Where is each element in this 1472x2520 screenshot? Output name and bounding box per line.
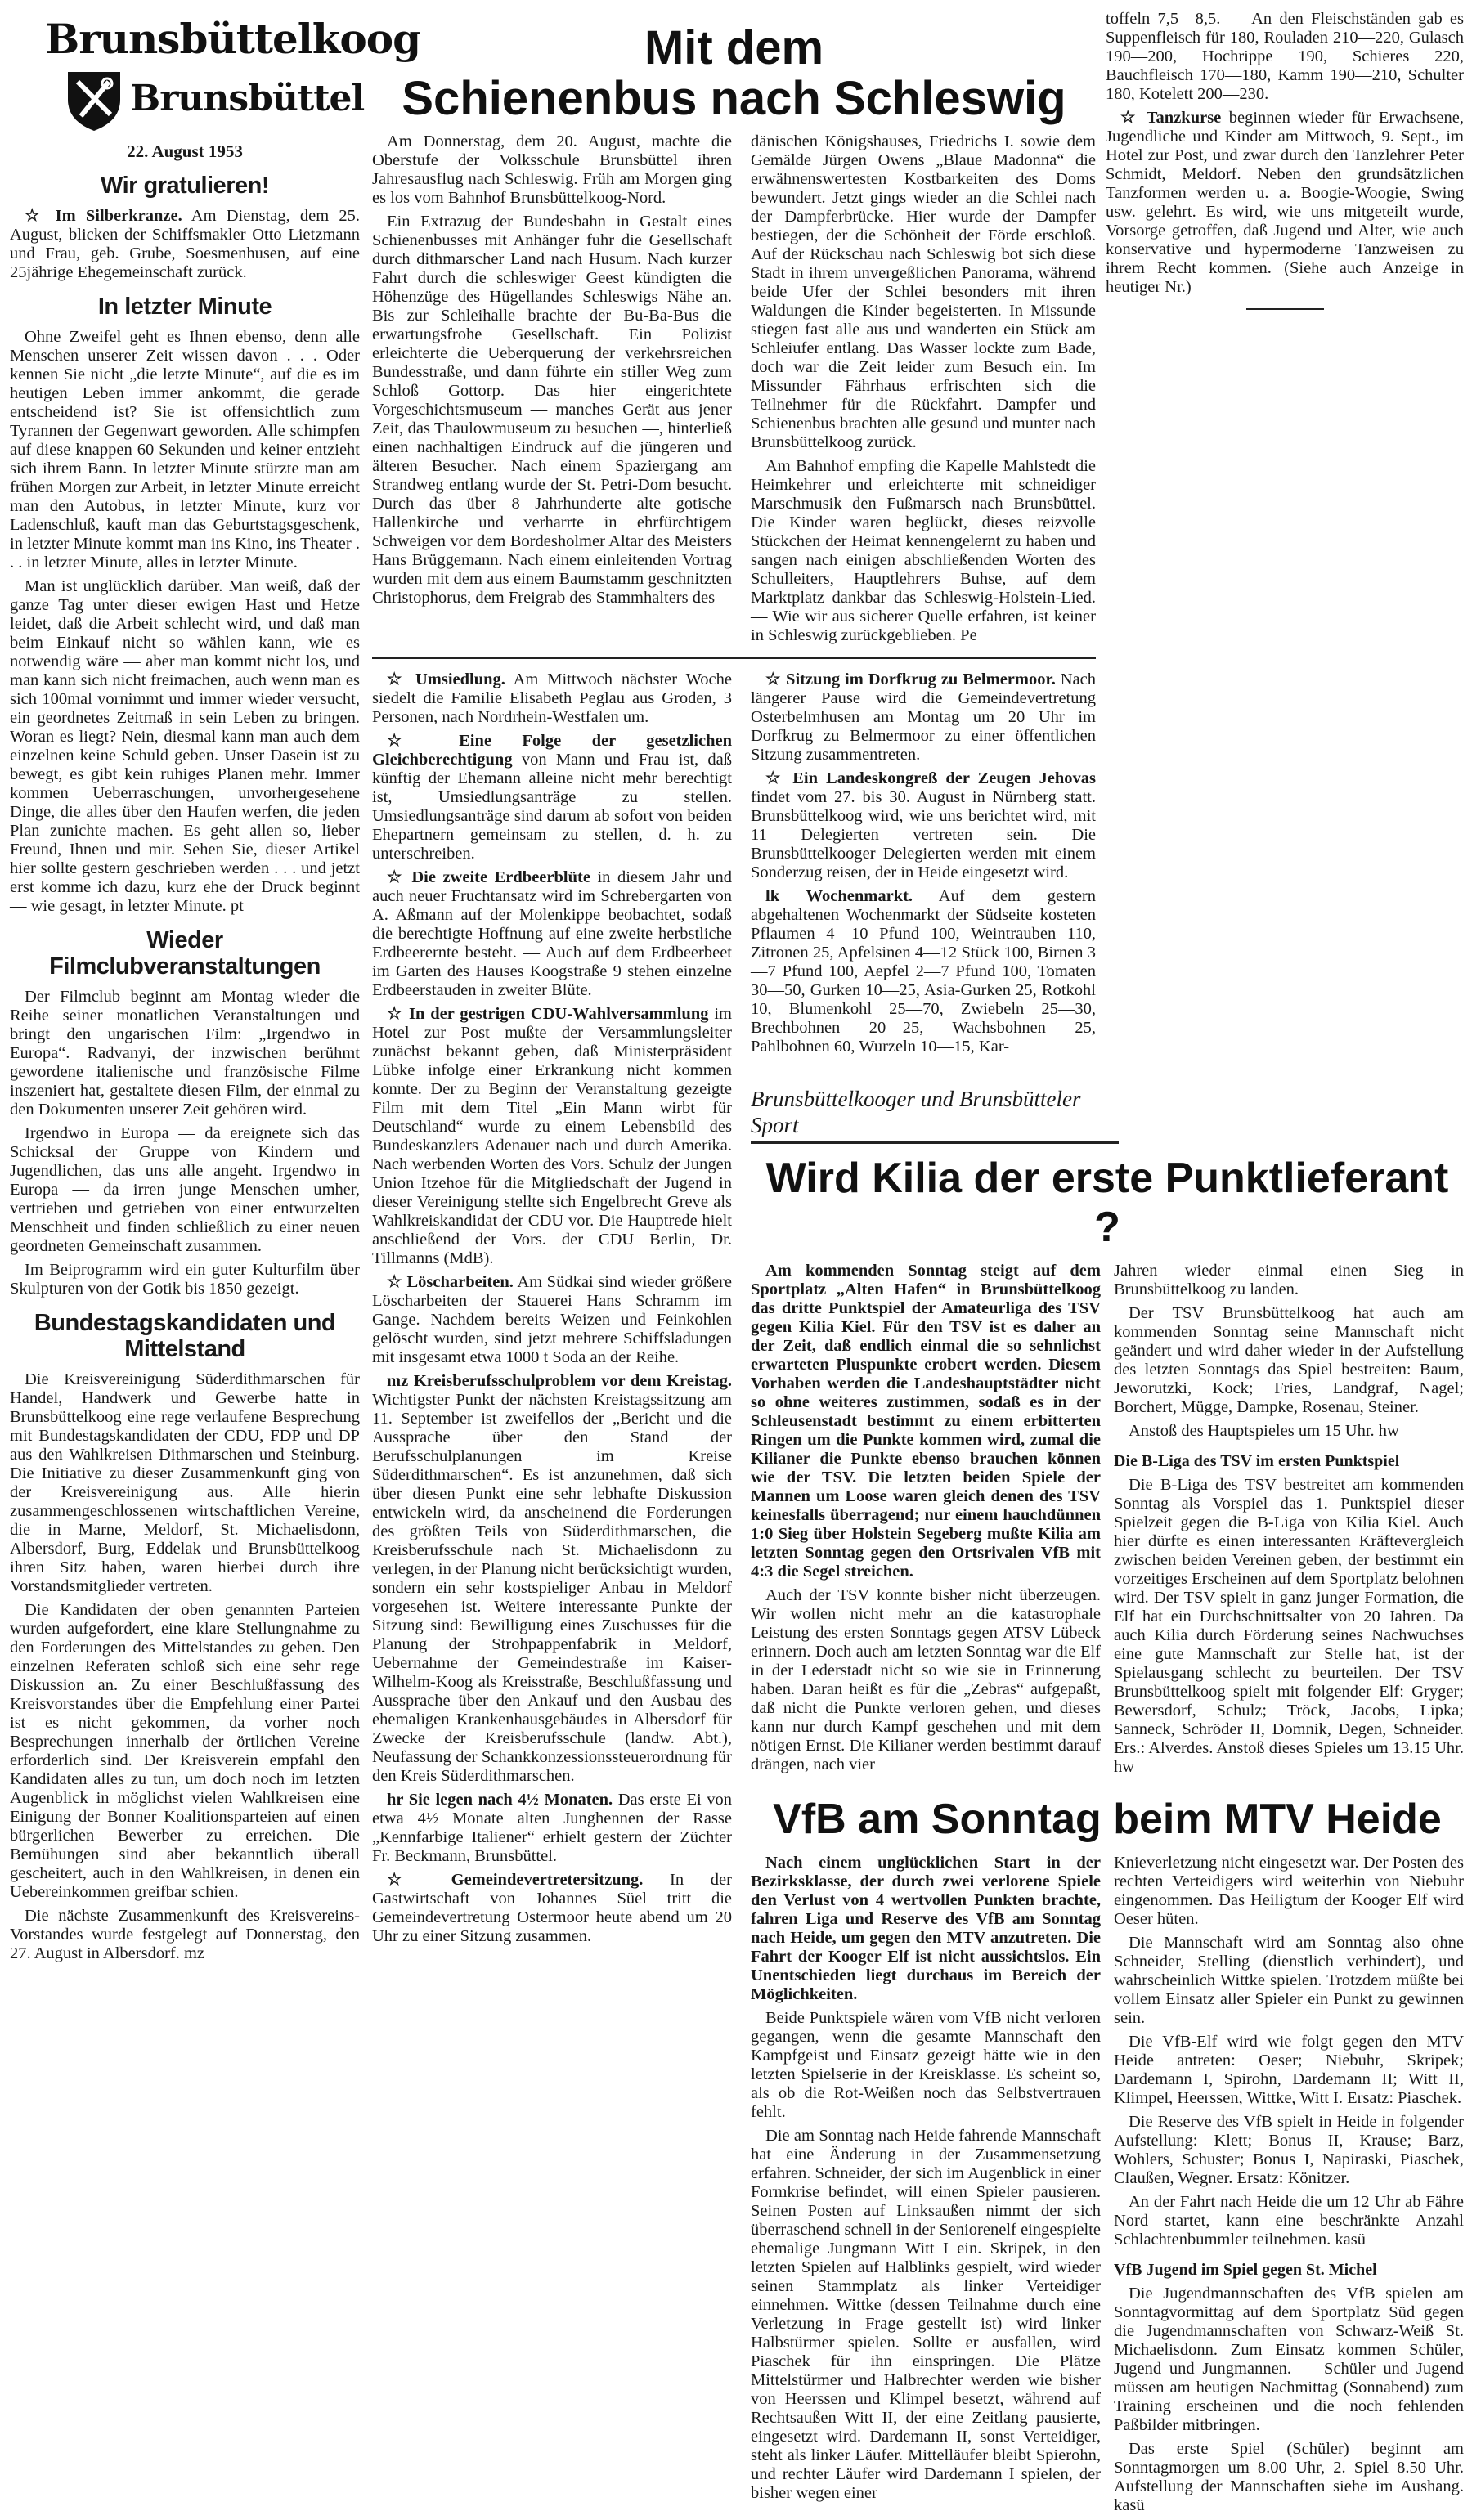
paragraph <box>10 328 360 572</box>
paragraph-text: Am Donnerstag, dem 20. August, machte die Oberstufe der Volksschule Brunsbüttel ihren Jahresausflug nach Schleswig. Früh am Morgen ging es los vom Bahnhof Brunsbüttelkoog-Nord. <box>372 132 732 207</box>
paragraph <box>1114 1854 1464 1929</box>
issue-date: 22. August 1953 <box>127 141 243 161</box>
paragraph-text: Der TSV Brunsbüttelkoog hat auch am kommenden Sonntag seine Mannschaft nicht geändert und wird daher wieder in der Aufstellung des letzten Sonntags das Spiel bestreiten: Baum, Jeworutzki, Kock; Fries, Landgraf, Nagel; Borchert, Mügge, Dampke, Rosenau, Steiner. <box>1114 1304 1464 1416</box>
coat-of-arms-icon <box>61 67 127 132</box>
paragraph-lead: ☆ Umsiedlung. <box>387 670 505 688</box>
paragraph <box>751 670 1096 765</box>
section-heading: VfB Jugend im Spiel gegen St. Michel <box>1114 2261 1377 2279</box>
paragraph-text: von Mann und Frau ist, daß künftig der Ehemann alleine nicht mehr berechtigt ist, Umsiedlungsanträge zu stellen. Umsiedlungsanträge sind darum ab sofort von beiden Ehepartnern gemeinsam zu stellen, d. h. zu unterschreiben. <box>372 751 732 863</box>
paragraph <box>751 1262 1101 1581</box>
paragraph <box>751 457 1096 645</box>
paragraph-lead: ☆ Die zweite Erdbeerblüte <box>387 868 590 886</box>
paragraph-text: Beide Punktspiele wären vom VfB nicht verloren gegangen, wenn die gesamte Mannschaft den Kampfgeist und Einsatz gezeigt hätte wie in den letzten Spielserie in der Kreisklasse. Es scheint so, als ob die Rot-Weißen noch das Selbstvertrauen fehlt. <box>751 2009 1101 2121</box>
local-news-left <box>372 670 732 1951</box>
paragraph-text: Die B-Liga des TSV bestreitet am kommenden Sonntag als Vorspiel das 1. Punktspiel dieser Spielzeit gegen die B-Liga von Kilia Kiel. Auch hier dürfte es einen interessanten Kräftevergleich zwischen beiden Vereinen geben, der bestimmt ein vorzeitiges Erscheinen auf dem Sportplatz belohnen wird. Der TSV spielt in ganz junger Formation, die Elf hat ein Durchschnittsalter von 20 Jahren. Da auch Kilia durch Förderung seines Nachwuchses eine gute Mannschaft zur Stelle hat, ist der Spielausgang schlecht zu beurteilen. Der TSV Brunsbüttelkoog spielt mit folgender Elf: Gryger; Bewersdorf, Schulz; Tröck, Jacobs, Lipka; Sanneck, Schröder II, Domnik, Degen, Schneider. Ers.: Alverdes. Anstoß dieses Spieles um 13.15 Uhr. hw <box>1114 1476 1464 1776</box>
paragraph-text: Ohne Zweifel geht es Ihnen ebenso, denn alle Menschen unserer Zeit wissen davon . . . Oder kennen Sie nicht „die letzte Minute“, auf die es im heutigen Leben immer ankommt, die gerade entscheidend ist? Sie ist offensichtlich zum Tyrannen der Gegenwart geworden. Alle schimpfen auf diese knappen 60 Sekunden und keiner entzieht sich ihrem Bann. In letzter Minute stürzte man am frühen Morgen zur Arbeit, in letzter Minute erreicht man den Autobus, in letzter Minute, kurz vor Ladenschluß, kauft man das Geburtstagsgeschenk, in letzter Minute kommt man ins Kino, ins Theater . . . in letzter Minute, alles in letzter Minute. <box>10 328 360 572</box>
paragraph-text: Irgendwo in Europa — da ereignete sich das Schicksal der Gruppe von Kindern und Jugendlichen, das uns alle angeht. Irgendwo in Europa — da irren junge Menschen umher, vertrieben und getrieben von einer entwurzelten Menschheit und finden schließlich zu einer neuen geordneten Gemeinschaft zusammen. <box>10 1124 360 1255</box>
paragraph <box>372 132 732 208</box>
paragraph-text: Am Dienstag, dem 25. August, blicken der Schiffsmakler Otto Lietzmann und Frau, geb. Grube, Soesmenhusen, auf eine 25jährige Ehegemeinschaft zurück. <box>10 207 360 281</box>
paragraph-text: Am Mittwoch nächster Woche siedelt die Familie Elisabeth Peglau aus Groden, 3 Personen, nach Nordrhein-Westfalen um. <box>372 670 733 726</box>
paragraph <box>751 1854 1101 2004</box>
paragraph <box>1106 10 1464 104</box>
paragraph-lead: ☆ In der gestrigen CDU-Wahlversammlung <box>387 1005 709 1023</box>
schleswig-article <box>372 23 1096 670</box>
paragraph <box>1114 1262 1464 1299</box>
local-news-right <box>751 670 1096 1056</box>
paragraph-text: toffeln 7,5—8,5. — An den Fleischständen gab es Suppenfleisch für 180, Rouladen 210—220, Gulasch 190—200, Hochrippe 190, Schieres 220, Bauchfleisch 170—180, Kamm 190—210, Schulter 180, Kotelett 200—230. <box>1106 10 1464 103</box>
paragraph <box>1114 2033 1464 2108</box>
paragraph <box>1114 1304 1464 1417</box>
schleswig-column-right <box>751 132 1096 650</box>
divider <box>372 657 1096 659</box>
paragraph-text: Am Bahnhof empfing die Kapelle Mahlstedt die Heimkehrer und erleichterte mit schneidiger Marschmusik den Fußmarsch nach Brunsbüttel. Die Kinder waren beglückt, dieses reizvolle Stückchen der Heimat kennengelernt zu haben und sangen nach einigen abschließenden Worten des Schulleiters, Hauptlehrers Buhse, auf dem Marktplatz dankbar das Schleswig-Holstein-Lied. — Wie wir aus sicherer Quelle erfahren, ist keiner in Schleswig zurückgeblieben. Pe <box>751 457 1096 644</box>
right-area <box>372 10 1464 2520</box>
paragraph <box>1114 1422 1464 1441</box>
section-heading: Wieder Filmclubveranstaltungen <box>49 927 321 980</box>
paragraph <box>10 1601 360 1902</box>
paragraph-text: Am Südkai sind wieder größere Löscharbeiten der Stauerei Hans Schramm im Gange. Nachdem bereits Weizen und Feinkohlen gelöscht wurden, sind jetzt mehrere Schiffsladungen mit insgesamt etwa 1000 t Soda an der Reihe. <box>372 1273 732 1366</box>
paragraph <box>10 1907 360 1963</box>
paragraph-text: Anstoß des Hauptspieles um 15 Uhr. hw <box>1129 1422 1399 1440</box>
paragraph <box>10 988 360 1119</box>
paragraph-text: Die Kandidaten der oben genannten Parteien wurden aufgefordert, eine klare Stellungnahme zu den Forderungen des Mittelstandes zu geben. Den einzelnen Referaten schloß sich eine sehr rege Diskussion an. Zu einer Beschlußfassung des Kreisvorstandes über die Empfehlung einer Partei ist es nicht gekommen, da vorher noch Besprechungen innerhalb der örtlichen Vereine erforderlich sind. Der Kreisverein empfahl den Kandidaten alles zu tun, um doch noch im letzten Augenblick in möglichst vielen Wahlkreisen eine Einigung der Bonner Koalitionsparteien auf einen bürgerlichen Bewerber zu erreichen. Die Bemühungen sind aber bekanntlich überall gescheitert, auch in den Wahlkreisen, in denen ein Uebereinkommen greifbar schien. <box>10 1601 360 1901</box>
paragraph <box>751 887 1096 1056</box>
paragraph-text: Man ist unglücklich darüber. Man weiß, daß der ganze Tag unter dieser ewigen Hast und Hetze leidet, daß die Arbeit schlecht wird, und daß man beim Einkauf nicht so wählen kann, wie es notwendig wäre — aber man kommt nicht los, und man kann sich nicht freimachen, auch wenn man es sich 100mal vornimmt und immer wieder versucht, ein geordnetes Zeitmaß in sein Leben zu bringen. Woran es liegt? Nein, diesmal kann man auch dem einzelnen keine Schuld geben. Unser Dasein ist zu bewegt, es gibt kein ruhiges Planen mehr. Immer kommen Ueberraschungen, unvorhergesehene Dinge, die alles über den Haufen werfen, die jeden Plan zunichte machen. Es geht allen so, lieber Freund, Ihnen und mir. Sehen Sie, dieser Artikel hier sollte gestern geschrieben werden . . . und jetzt erst komme ich dazu, kurz ehe der Druck beginnt — wie gesagt, in letzter Minute. pt <box>10 577 360 915</box>
paragraph-text: Nach einem unglücklichen Start in der Bezirksklasse, der durch zwei verlorene Spiele den Verlust von 4 wertvollen Punkten brachte, fahren Liga und Reserve des VfB am Sonntag nach Heide, um gegen den MTV anzutreten. Die Fahrt der Kooger Elf ist nicht aussichtslos. Ein Unentschieden liegt durchaus im Bereich der Möglichkeiten. <box>751 1854 1101 2003</box>
sport-section-title: Brunsbüttelkooger und Brunsbütteler Sport <box>751 1086 1119 1144</box>
paragraph <box>751 2127 1101 2503</box>
section-heading: Wir gratulieren! <box>100 173 270 199</box>
paragraph-text: Am kommenden Sonntag steigt auf dem Sportplatz „Alten Hafen“ in Brunsbüttelkoog das dritte Punktspiel der Amateurliga des TSV gegen Kilia Kiel. Für den TSV ist es daher an der Zeit, daß endlich einmal die so sehnlichst erwarteten Pluspunkte erobert werden. Diesem Vorhaben werden die Landeshauptstädter nicht so ohne weiteres zustimmen, sodaß es in der Schleusenstadt bestimmt zu einem erbitterten Ringen um die Punkte kommen wird, zumal die Kilianer die Punkte ebenso brauchen können wie der TSV. Die letzten beiden Spiele der Mannen um Loose waren gleich denen des TSV keinesfalls überragend; nur einem hauchdünnen 1:0 Sieg über Holstein Segeberg mußte Kilia am letzten Sonntag gegen den Ortsrivalen VfB mit 4:3 die Segel streichen. <box>751 1262 1101 1581</box>
paragraph <box>372 1372 732 1786</box>
paragraph-text: Knieverletzung nicht eingesetzt war. Der Posten des rechten Verteidigers wird weiterhin von Niebuhr eingenommen. Das Heiligtum der Kooger Elf wird Oeser hüten. <box>1114 1854 1464 1928</box>
paragraph <box>1114 2193 1464 2249</box>
paragraph-text: In der Gastwirtschaft von Johannes Süel tritt die Gemeindevertretung Ostermoor heute abend um 20 Uhr zu einer Sitzung zusammen. <box>372 1871 732 1945</box>
kilia-column-right <box>1114 1262 1464 1782</box>
paragraph-lead: lk Wochenmarkt. <box>765 887 913 905</box>
kilia-headline: Wird Kilia der erste Punktlieferant ? <box>765 1155 1449 1251</box>
paragraph-text: Der Filmclub beginnt am Montag wieder die Reihe seiner monatlichen Veranstaltungen und bringt den ungarischen Film: „Irgendwo in Europa“. Radvanyi, der inzwischen berühmt gewordene italienische und französische Filme inszeniert hat, gestaltete diesen Film, der einmal zu den Dokumenten unserer Zeit gehören wird. <box>10 988 360 1119</box>
column-4-top <box>1106 10 1464 310</box>
paragraph-lead: hr Sie legen nach 4½ Monaten. <box>387 1791 613 1809</box>
divider <box>1246 308 1324 310</box>
paragraph-text: in diesem Jahr und auch neuer Fruchtansatz wird im Schrebergarten von A. Aßmann auf der Molenkippe beobachtet, sodaß die berechtigte Hoffnung auf eine zweite herbstliche Erdbeerernte besteht. — Auch auf dem Erdbeerbeet im Garten des Hauses Koogstraße 9 stehen einzelne Erdbeerstauden in zweiter Blüte. <box>372 868 732 999</box>
paragraph-text: Die Kreisvereinigung Süderdithmarschen für Handel, Handwerk und Gewerbe hatte in Brunsbüttelkoog eine rege verlaufene Besprechung mit Bundestagskandidaten der CDU, FDP und DP aus den Wahlkreisen Dithmarschen und Steinburg. Die Initiative zu dieser Zusammenkunft ging von der Kreisvereinigung aus. Alle hierin zusammengeschlossenen wirtschaftlichen Vereine, die in Marne, Meldorf, St. Michaelisdonn, Albersdorf, Burg, Eddelak und Brunsbüttelkoog ihren Sitz haben, waren hierbei durch ihre Vorstandsmitglieder vertreten. <box>10 1370 360 1595</box>
headline-line-1: Mit dem <box>644 21 824 74</box>
paragraph-text: Das erste Spiel (Schüler) beginnt am Sonntagmorgen um 8.00 Uhr, 2. Spiel 8.50 Uhr. Aufstellung der Mannschaften siehe im Aushang. kasü <box>1114 2440 1464 2514</box>
paragraph-text: Auf dem gestern abgehaltenen Wochenmarkt der Südseite kosteten Pflaumen 4—10 Pfund 100, Weintrauben 110, Zitronen 25, Apfelsinen 4—12 Stück 100, Birnen 3—7 Pfund 100, Aepfel 2—7 Pfund 100, Tomaten 30—50, Gurken 10—25, Asia-Gurken 25, Rotkohl 10, Blumenkohl 25—70, Zwiebeln 25—30, Brechbohnen 20—25, Wachsbohnen 25, Pahlbohnen 60, Wurzeln 10—15, Kar- <box>751 887 1096 1056</box>
paragraph <box>372 213 732 608</box>
paragraph <box>372 1871 732 1946</box>
paragraph <box>751 132 1096 452</box>
paragraph-text: Nach längerer Pause wird die Gemeindevertretung Osterbelmhusen am Montag um 20 Uhr im Dorfkrug zu Belmermoor zu einer öffentlichen Sitzung zusammentreten. <box>751 670 1096 764</box>
paragraph <box>1114 2113 1464 2188</box>
headline-line-2: Schienenbus nach Schleswig <box>402 72 1066 125</box>
paragraph <box>372 1273 732 1367</box>
paragraph <box>1114 1476 1464 1777</box>
paragraph <box>1114 2285 1464 2435</box>
paragraph-text: dänischen Königshauses, Friedrichs I. sowie dem Gemälde Jürgen Owens „Blaue Madonna“ die erwähnenswertesten Kostbarkeiten des Doms bewundert. Jetzt gings wieder an die Schlei nach der Dampferbrücke. Hier wurde der Dampfer bestiegen, der die Schönheit der Förde erschloß. Auf der Rückschau nach Schleswig bot sich diese Stadt in ihrem unvergeßlichen Panorama, während beide Ufer der Schlei besonders mit ihren Waldungen die Kinder begeisterten. In Missunde stiegen fast alle aus und wanderten ein Stück am Schleiufer entlang. Das Wasser lockte zum Bade, doch war die Zeit leider zum Besuch ein. Im Missunder Fährhaus erfrischten sich die Teilnehmer für die Rückfahrt. Dampfer und Schienenbus brachten alle gesund und munter nach Brunsbüttelkoog zurück. <box>751 132 1096 451</box>
paragraph <box>10 1124 360 1256</box>
paragraph-lead: ☆ Im Silberkranze. <box>25 207 182 225</box>
paragraph <box>10 1370 360 1596</box>
paragraph-text: Im Beiprogramm wird ein guter Kulturfilm über Skulpturen von der Gotik bis 1850 gezeigt. <box>10 1261 360 1298</box>
paragraph-text: findet vom 27. bis 30. August in Nürnberg statt. Brunsbüttelkoog wird, wie uns berichtet wird, mit 11 Delegierten vertreten sein. Die Brunsbüttelkooger Delegierten werden mit einem Sonderzug reisen, der in Heide eingesetzt wird. <box>751 788 1096 881</box>
paragraph-text: Das erste Ei von etwa 4½ Monate alten Junghennen der Rasse „Kennfarbige Italiener“ erhielt gestern der Züchter Fr. Beckmann, Brunsbüttel. <box>372 1791 732 1865</box>
paragraph-text: Wichtigster Punkt der nächsten Kreistagssitzung am 11. September ist zweifellos der „Bericht und die Aussprache über den Stand der Berufsschulplanungen im Kreise Süderdithmarschen“. Es ist anzunehmen, daß sich über diesen Punkt eine sehr lebhafte Diskussion entwickeln wird, da anscheinend die Forderungen des größten Teils von Süderdithmarschen, die Kreisberufsschule nach St. Michaelisdonn zu verlegen, in der Planung nicht berücksichtigt wurden, sondern ein sehr kostspieliger Anbau in Meldorf vorgesehen ist. Weitere interessante Punkte der Sitzung sind: Bewilligung eines Zuschusses für die Planung der Strohpappenfabrik in Meldorf, Uebernahme der Gemeindestraße im Kaiser-Wilhelm-Koog als Kreisstraße, Beschlußfassung und Aussprache über den Ankauf und den Ausbau des ehemaligen Krankenhausgebäudes in Albersdorf für Zwecke der Kreisberufsschule (landw. Abt.), Neufassung der Schankkonzessionssteuerordnung für den Kreis Süderdithmarschen. <box>372 1391 732 1785</box>
paragraph-text: Die nächste Zusammenkunft des Kreisvereins-Vorstandes wurde festgelegt auf Donnerstag, den 27. August in Albersdorf. mz <box>10 1907 360 1962</box>
paragraph <box>372 1005 732 1268</box>
paragraph <box>751 1586 1101 1774</box>
article-headline <box>372 23 1096 124</box>
masthead-line-1: Brunsbüttelkoog <box>45 15 421 63</box>
vfb-column-left <box>751 1854 1101 2508</box>
paragraph <box>10 1261 360 1298</box>
paragraph-text: Auch der TSV konnte bisher nicht überzeugen. Wir wollen nicht mehr an die katastrophale Leistung des ersten Sonntags gegen ATSV Lübeck erinnern. Doch auch am letzten Sonntag war die Elf in der Lederstadt nicht so wie sie in Erinnerung haben. Daran heißt es für die „Zebras“ aufgepaßt, daß nicht die Punkte verloren gehen, und dieses kann nur durch Kampf geschehen und mit dem nötigen Ernst. Die Kilianer werden bestimmt darauf drängen, nach vier <box>751 1586 1101 1773</box>
paragraph-text: Jahren wieder einmal einen Sieg in Brunsbüttelkoog zu landen. <box>1114 1262 1464 1298</box>
paragraph <box>1114 2440 1464 2515</box>
paragraph <box>372 868 732 1000</box>
masthead-logo <box>45 15 421 137</box>
paragraph-text: Die Mannschaft wird am Sonntag also ohne Schneider, Stelling (dienstlich verhindert), und wahrscheinlich Wittke spielen. Trotzdem müßte bei vollem Einsatz aller Spieler ein Punkt zu gewinnen sein. <box>1114 1934 1464 2027</box>
section-heading: In letzter Minute <box>97 294 272 320</box>
paragraph <box>1106 109 1464 297</box>
masthead-line-2: Brunsbüttel <box>130 78 365 119</box>
paragraph <box>751 769 1096 882</box>
paragraph-text: Ein Extrazug der Bundesbahn in Gestalt eines Schienenbusses mit Anhänger fuhr die Gesellschaft durch dithmarscher Land nach Husum. Nach kurzer Fahrt durch die schleswiger Geest kündigten die Höhenzüge des Hügellandes Schleswigs Nähe an. Bis zur Schleihalle brachte der Bu-Ba-Bus die erwartungsfrohe Gesellschaft. Ein Polizist erleichterte die Ueberquerung der verkehrsreichen Bundesstraße, und dann führte ein stiller Weg zum Schloß Gottorp. Das hier eingerichtete Vorgeschichtsmuseum — manches Gerät aus jener Zeit, das Thaulowmuseum zu besuchen —, hinterließ einen nachhaltigen Eindruck auf die jüngeren und älteren Besucher. Nach einem Spaziergang am Strandweg entlang wurde der St. Petri-Dom besucht. Durch das über 8 Jahrhunderte alte gotische Hallenkirche und verharrte in ehrfürchtigem Schweigen vor dem Bordesholmer Altar des Meisters Hans Brüggemann. Nach einem einleitenden Vortrag wurden mit dem aus einem Baumstamm geschnitzten Christophorus, dem Freigrab des Stammhalters des <box>372 213 732 607</box>
paragraph-lead: ☆ Gemeindevertretersitzung. <box>387 1871 644 1889</box>
paragraph-text: im Hotel zur Post mußte der Versammlungsleiter zunächst bekannt geben, daß Ministerpräsident Lübke infolge einer Erkrankung nicht kommen konnte. Der zu Beginn der Veranstaltung gezeigte Film mit dem Titel „Ein Mann wirbt für Deutschland“ wurde zu einem Lebensbild des Bundeskanzlers Adenauer nach und durch Amerika. Nach werbenden Worten des Vors. Schulz der Jungen Union Itzehoe für die Mitgliedschaft der Jugend in dieser Vereinigung stellte sich Engelbrecht Greve als Wahlkreiskandidat der CDU vor. Die Hauptrede hielt anschließend der Vors. der CDU Berlin, Dr. Tillmanns (MdB). <box>372 1005 732 1267</box>
paragraph-text: Die Jugendmannschaften des VfB spielen am Sonntagvormittag auf dem Sportplatz Süd gegen die Jugendmannschaften von Schwarz-Weiß St. Michaelisdonn. Zum Einsatz kommen Schüler, Jugend und Jungmannen. — Schüler und Jugend müssen am heutigen Nachmittag (Sonnabend) zum Training erscheinen und die noch fehlenden Paßbilder mitbringen. <box>1114 2285 1464 2434</box>
paragraph-lead: ☆ Sitzung im Dorfkrug zu Belmermoor. <box>765 670 1056 688</box>
section-heading: Die B-Liga des TSV im ersten Punktspiel <box>1114 1452 1400 1470</box>
paragraph-text: An der Fahrt nach Heide die um 12 Uhr ab Fähre Nord startet, kann eine beschränkte Anzahl Schlachtenbummler teilnehmen. kasü <box>1114 2193 1464 2249</box>
paragraph <box>10 577 360 916</box>
paragraph <box>372 732 732 863</box>
paragraph-lead: ☆ Eine Folge der gesetzlichen Gleichberechtigung <box>372 732 732 769</box>
paragraph-text: beginnen wieder für Erwachsene, Jugendliche und Kinder am Mittwoch, 9. Sept., im Hotel zur Post, und zwar durch den Tanzlehrer Peter Schmidt, Meldorf. Neben den grundsätzlichen Tanzformen werden u. a. Boogie-Woogie, Swing usw. gelehrt. Es wird, wie uns mitgeteilt wurde, Vorsorge getroffen, daß Jugend und Alter, wie auch konservative und hypermoderne Tanzweisen zu ihrem Recht kommen. (Siehe auch Anzeige in heutiger Nr.) <box>1106 109 1464 296</box>
vfb-headline: VfB am Sonntag beim MTV Heide <box>773 1796 1442 1843</box>
column-1 <box>10 15 421 1968</box>
section-heading: Bundestagskandidaten und Mittelstand <box>34 1310 336 1362</box>
paragraph <box>751 2009 1101 2122</box>
paragraph <box>372 670 732 727</box>
paragraph-lead: ☆ Ein Landeskongreß der Zeugen Jehovas <box>765 769 1096 787</box>
paragraph <box>1114 1934 1464 2028</box>
paragraph-text: Die VfB-Elf wird wie folgt gegen den MTV Heide antreten: Oeser; Niebuhr, Skripek; Dardemann I, Spirohn, Dardemann II; Witt II, Klimpel, Heerssen, Wittke, Witt I. Ersatz: Piaschek. <box>1114 2033 1464 2107</box>
paragraph-text: Die am Sonntag nach Heide fahrende Mannschaft hat eine Änderung in der Zusammensetzung erfahren. Schneider, der sich im Augenblick in einer Formkrise befindet, will einen Spieler pausieren. Seinen Posten auf Linksaußen nimmt der sich überraschend schnell in der Seniorenelf eingespielte ehemalige Jungmann Witt I ein. Skripek, in den letzten Spielen auf Halblinks gespielt, wird wieder seinen Stammplatz als linker Verteidiger einnehmen. Wittke (dessen Teilnahme durch eine Verletzung in Frage gestellt ist) wird linker Halbstürmer spielen. Sollte er ausfallen, wird Piaschek für ihn einspringen. Die Plätze Mittelstürmer und Halbrechter werden wie bisher von Heerssen und Klimpel besetzt, während auf Rechtsaußen Witt II, der eine Zeitlang pausierte, eingesetzt wird. Dardemann II, sonst Verteidiger, steht als linker Läufer. Mittelläufer bleibt Spierohn, und rechter Läufer wird Dardemann I spielen, der bisher wegen einer <box>751 2127 1101 2502</box>
paragraph-lead: ☆ Tanzkurse <box>1120 109 1222 127</box>
kilia-column-left <box>751 1262 1101 1779</box>
paragraph-lead: ☆ Löscharbeiten. <box>387 1273 514 1291</box>
right-stack <box>751 670 1464 2520</box>
paragraph <box>372 1791 732 1866</box>
paragraph-lead: mz Kreisberufsschulproblem vor dem Kreistag. <box>387 1372 732 1390</box>
paragraph <box>10 207 360 282</box>
vfb-column-right <box>1114 1854 1464 2520</box>
paragraph-text: Die Reserve des VfB spielt in Heide in folgender Aufstellung: Klett; Bonus II, Krause; Barz, Wohlers, Schuster; Bonus I, Napiraski, Piaschek, Claußen, Wegner. Ersatz: Könitzer. <box>1114 2113 1464 2187</box>
schleswig-column-left <box>372 132 732 612</box>
